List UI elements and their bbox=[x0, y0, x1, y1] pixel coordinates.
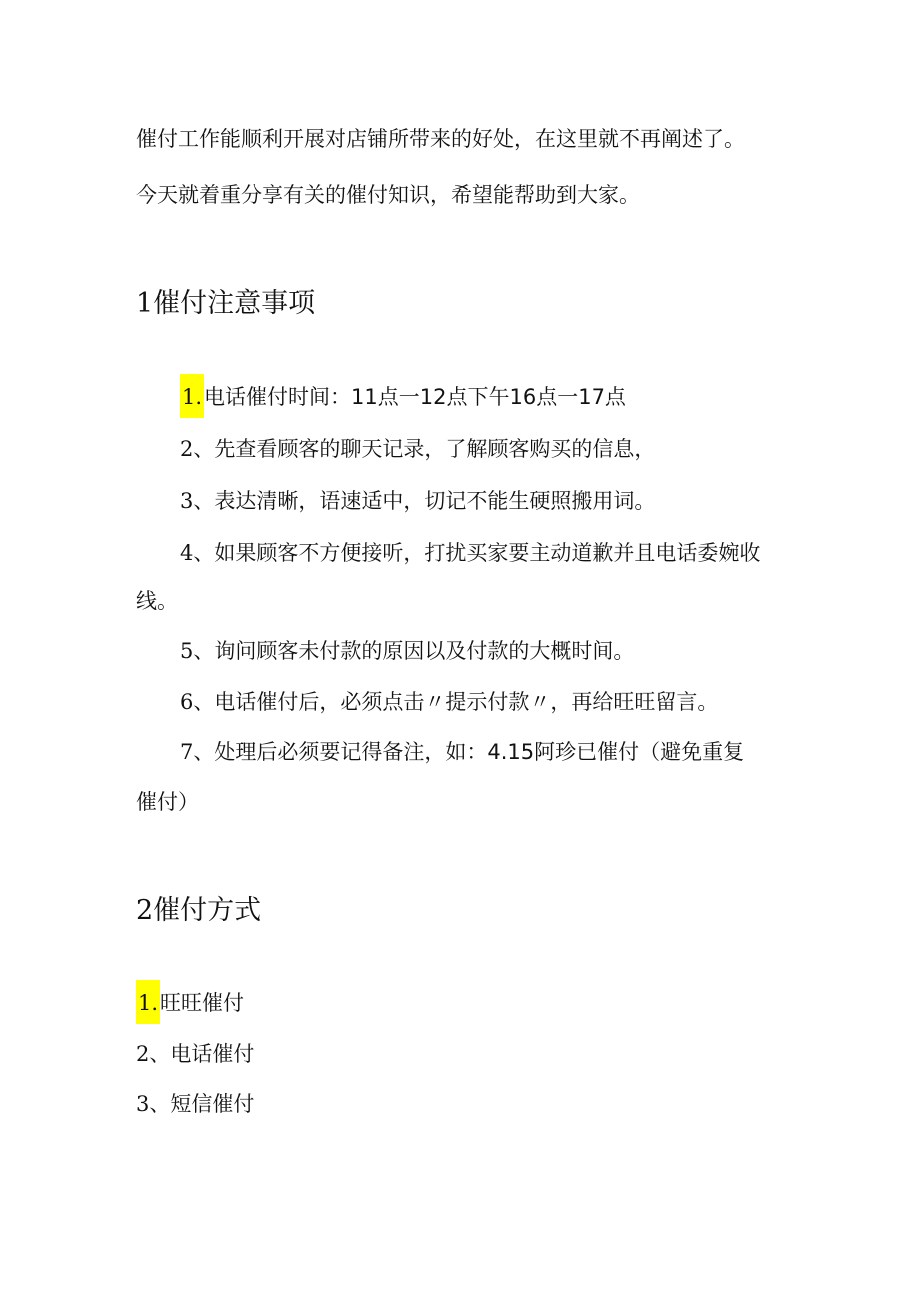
section-1-item-6 bbox=[180, 687, 718, 717]
intro-paragraph-1: 催付工作能顺利开展对店铺所带来的好处，在这里就不再阐述了。 bbox=[136, 127, 745, 151]
item-number-highlighted: 1. bbox=[136, 980, 160, 1024]
item-number: 3、 bbox=[136, 1092, 171, 1116]
item-text: 表达清晰，语速适中，切记不能生硬照搬用词。 bbox=[214, 489, 656, 513]
item-text: 旺旺催付 bbox=[160, 991, 245, 1015]
item-number: 4、 bbox=[180, 541, 215, 565]
section-1-item-5 bbox=[180, 636, 634, 666]
section-2-item-2 bbox=[136, 1039, 254, 1069]
item-text: 电话催付后，必须点击〃提示付款〃，再给旺旺留言。 bbox=[214, 690, 719, 714]
item-text: 如果顾客不方便接听，打扰买家要主动道歉并且电话委婉收 bbox=[214, 541, 761, 565]
item-text: 询问顾客未付款的原因以及付款的大概时间。 bbox=[214, 639, 635, 663]
section-1-item-1 bbox=[180, 382, 626, 412]
section-2-item-1 bbox=[136, 988, 244, 1018]
item-number: 7、 bbox=[180, 740, 215, 764]
item-text: 电话催付 bbox=[170, 1042, 255, 1066]
item-number: 2、 bbox=[136, 1042, 171, 1066]
section-1-heading: 1催付注意事项 bbox=[136, 288, 316, 319]
item-text: 先查看顾客的聊天记录，了解顾客购买的信息， bbox=[214, 437, 656, 461]
item-number: 6、 bbox=[180, 690, 215, 714]
section-1-item-7-continuation: 催付） bbox=[136, 790, 199, 814]
section-1-item-4 bbox=[180, 538, 760, 568]
section-1-item-3 bbox=[180, 486, 655, 516]
item-text: 电话催付时间：11点一12点下午16点一17点 bbox=[204, 385, 626, 409]
section-1-item-2 bbox=[180, 434, 655, 464]
item-number-highlighted: 1. bbox=[180, 374, 204, 418]
section-1-item-7 bbox=[180, 737, 744, 767]
section-2-item-3 bbox=[136, 1089, 254, 1119]
item-text: 短信催付 bbox=[170, 1092, 255, 1116]
item-number: 3、 bbox=[180, 489, 215, 513]
section-2-heading: 2催付方式 bbox=[136, 895, 262, 926]
item-text: 处理后必须要记得备注，如：4.15阿珍已催付（避免重复 bbox=[214, 740, 745, 764]
section-1-item-4-continuation: 线。 bbox=[136, 589, 178, 613]
item-number: 5、 bbox=[180, 639, 215, 663]
intro-paragraph-2: 今天就着重分享有关的催付知识，希望能帮助到大家。 bbox=[136, 183, 640, 207]
item-number: 2、 bbox=[180, 437, 215, 461]
